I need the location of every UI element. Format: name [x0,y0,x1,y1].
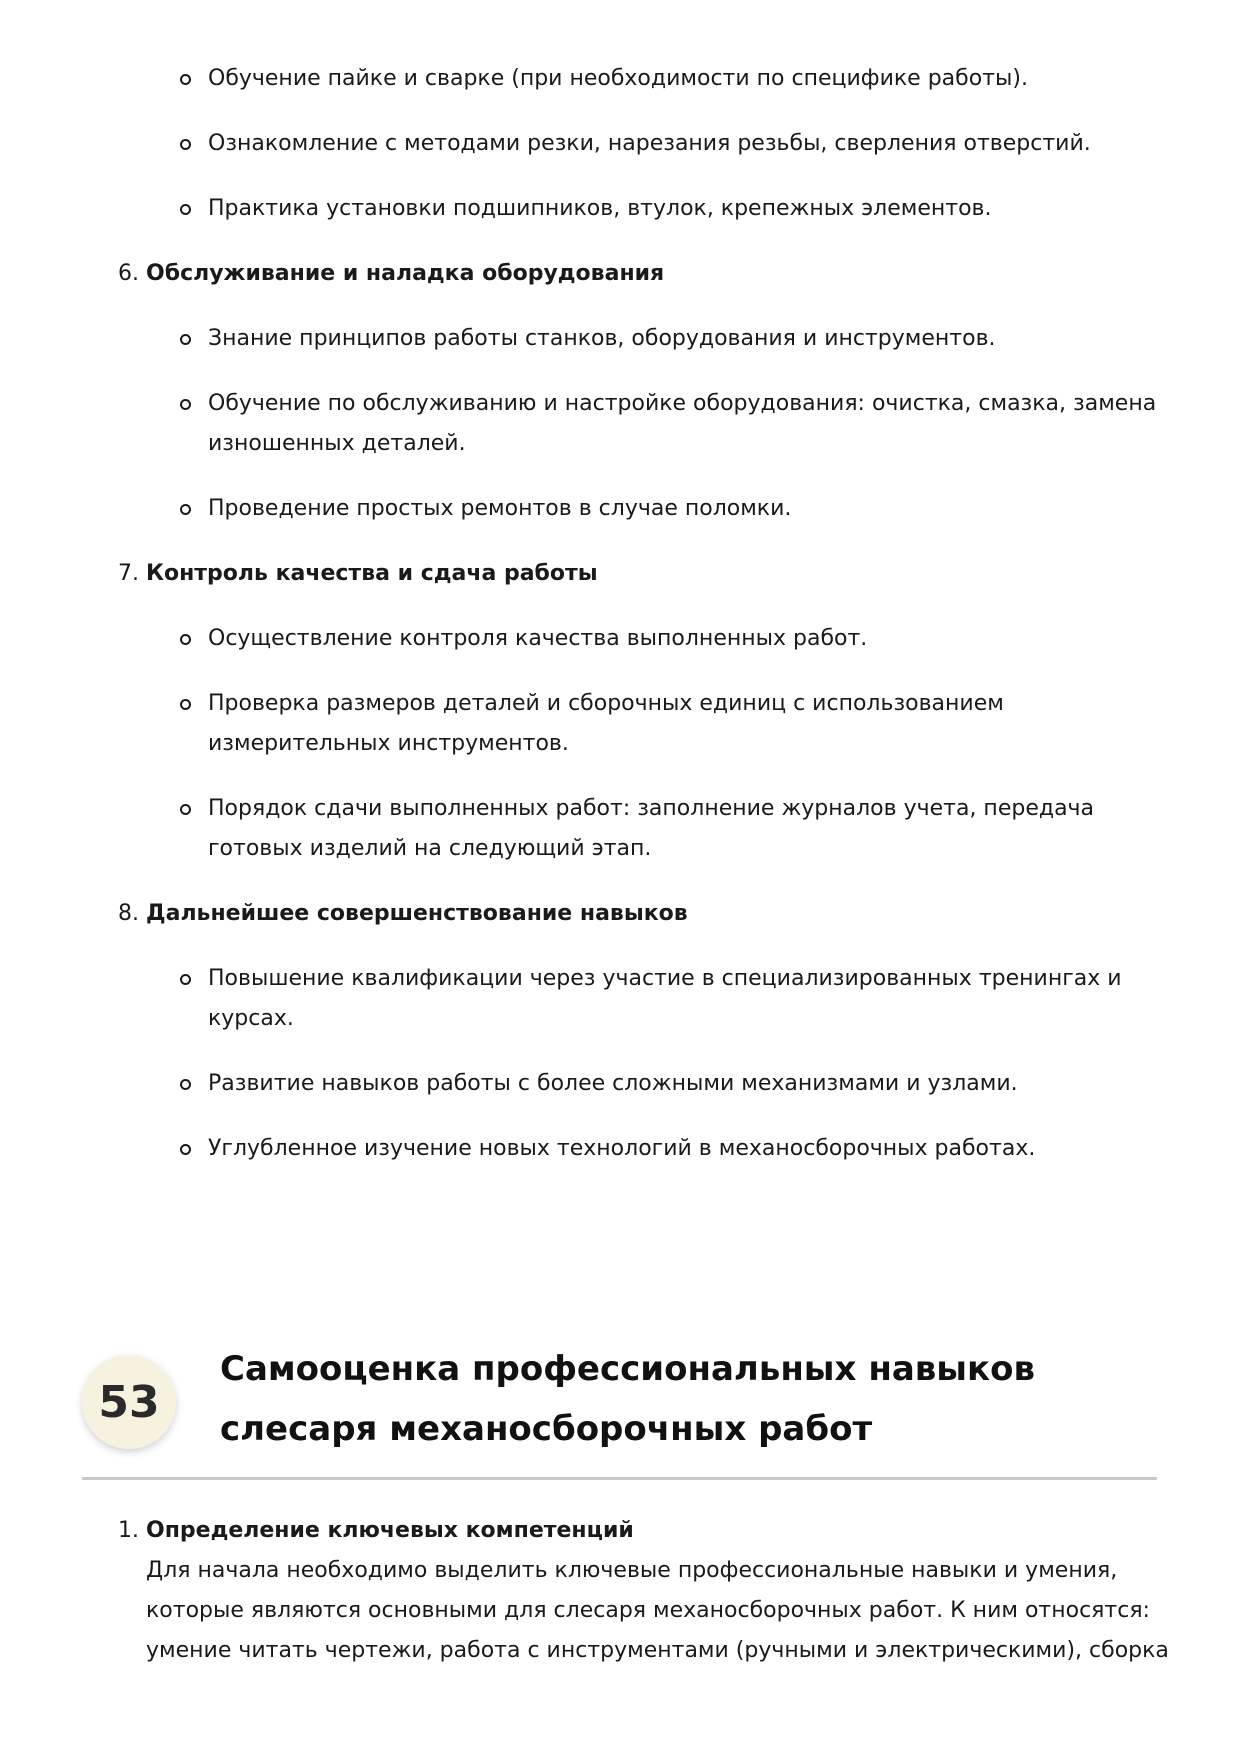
numbered-heading-7 [0,554,1239,594]
chapter-number-badge: 53 [82,1355,176,1449]
item-number: 1. [118,1518,139,1543]
item-number: 6. [118,261,139,286]
sub-list-6 [0,319,1239,529]
list-item: Развитие навыков работы с более сложными механизмами и узлами. [0,1064,1239,1104]
chapter-header [82,1335,1157,1480]
chapter-content [0,1511,1239,1696]
item-number: 8. [118,901,139,926]
paragraph: Для начала необходимо выделить ключевые профессиональные навыки и умения, которые являются основными для слесаря механосборочных работ. К ним относятся: умение читать чертежи, работа с инструментами (ручными и электрическими), сборка [146,1558,1169,1663]
list-item: Проверка размеров деталей и сборочных единиц с использованием измерительных инструментов. [0,684,1239,764]
item-heading: Контроль качества и сдача работы [146,561,598,586]
numbered-heading-6 [0,254,1239,294]
list-item: Проведение простых ремонтов в случае поломки. [0,489,1239,529]
list-item: Углубленное изучение новых технологий в механосборочных работах. [0,1129,1239,1169]
chapter-title: Самооценка профессиональных навыков слесаря механосборочных работ [220,1349,1035,1449]
list-item: Практика установки подшипников, втулок, крепежных элементов. [0,189,1239,229]
sub-list-7 [0,619,1239,869]
list-item: Обучение по обслуживанию и настройке оборудования: очистка, смазка, замена изношенных деталей. [0,384,1239,464]
list-item: Знание принципов работы станков, оборудования и инструментов. [0,319,1239,359]
list-item: Повышение квалификации через участие в специализированных тренингах и курсах. [0,959,1239,1039]
item-heading: Дальнейшее совершенствование навыков [146,901,688,926]
numbered-heading-1 [0,1511,1239,1671]
sub-list-8 [0,959,1239,1169]
sub-list-continued [0,59,1239,229]
list-item: Обучение пайке и сварке (при необходимости по специфике работы). [0,59,1239,99]
item-heading: Определение ключевых компетенций [146,1518,634,1543]
list-item: Ознакомление с методами резки, нарезания резьбы, сверления отверстий. [0,124,1239,164]
list-item: Порядок сдачи выполненных работ: заполнение журналов учета, передача готовых изделий на следующий этап. [0,789,1239,869]
list-item: Осуществление контроля качества выполненных работ. [0,619,1239,659]
top-content [0,59,1239,1194]
item-number: 7. [118,561,139,586]
numbered-heading-8 [0,894,1239,934]
item-heading: Обслуживание и наладка оборудования [146,261,665,286]
